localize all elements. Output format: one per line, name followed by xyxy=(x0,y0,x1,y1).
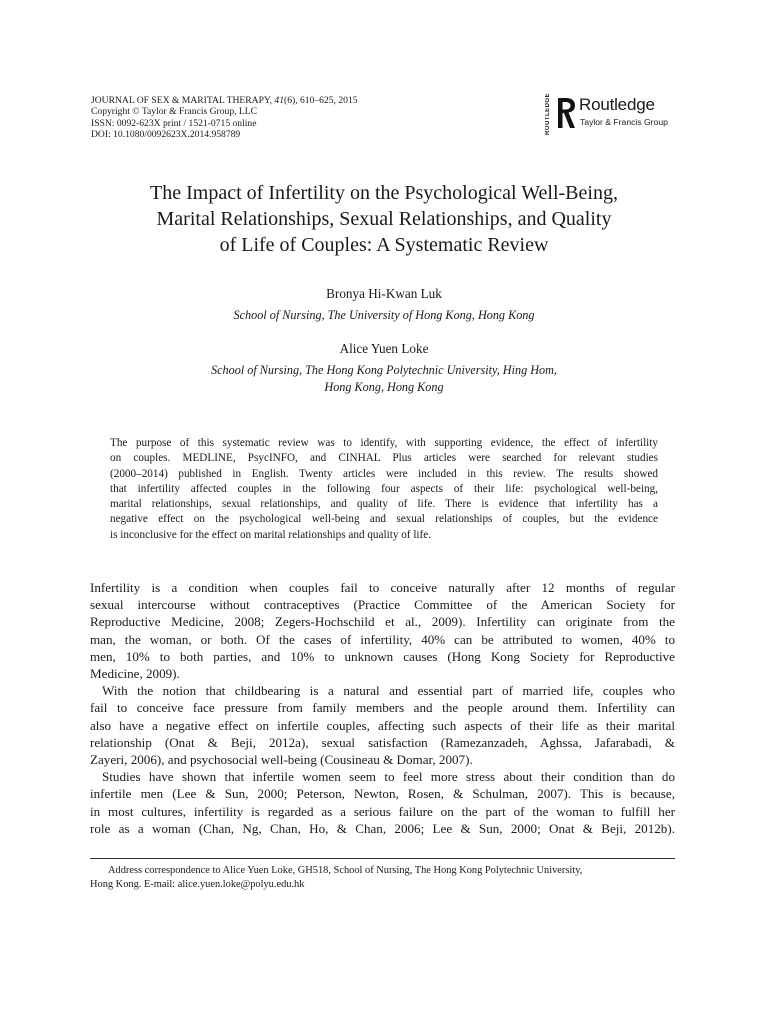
article-title xyxy=(60,180,708,258)
correspondence-footnote xyxy=(90,864,675,892)
journal-name-line xyxy=(91,95,358,106)
footnote-line: Hong Kong. E-mail: alice.yuen.loke@polyu.edu.hk xyxy=(90,879,305,890)
body-line: fail to conceive face pressure from family members and the people around them. Infertility can xyxy=(90,700,675,716)
author-affiliation xyxy=(0,362,768,396)
title-line: Marital Relationships, Sexual Relationships, and Quality xyxy=(156,208,612,230)
affiliation-line: School of Nursing, The University of Hong Kong, Hong Kong xyxy=(233,308,535,322)
body-line: Medicine, 2009). xyxy=(90,666,180,682)
abstract-line: that infertility affected couples in the following four aspects of their life: psychological well-being, xyxy=(110,482,658,495)
abstract-line: on couples. MEDLINE, PsycINFO, and CINHAL Plus articles were searched for relevant studies xyxy=(110,452,658,465)
title-line: of Life of Couples: A Systematic Review xyxy=(219,234,549,256)
journal-issue-pages: (6), 610–625, 2015 xyxy=(284,95,358,106)
routledge-logo xyxy=(545,92,685,135)
abstract-line: (2000–2014) published in English. Twenty articles were included in this review. The results showed xyxy=(110,467,658,480)
body-line: infertile men (Lee & Sun, 2000; Peterson, Newton, Rosen, & Schulman, 2007). This is because, xyxy=(90,786,675,802)
body-line: man, the woman, or both. Of the cases of infertility, 40% can be attributed to women, 40% to xyxy=(90,631,675,647)
body-line: role as a woman (Chan, Ng, Chan, Ho, & Chan, 2006; Lee & Sun, 2000; Onat & Beji, 2012b). xyxy=(90,820,675,836)
abstract-line: The purpose of this systematic review was to identify, with supporting evidence, the effect of infertility xyxy=(110,437,658,449)
abstract-line: marital relationships, sexual relationships, and quality of life. There is evidence that infertility has a xyxy=(110,498,658,511)
affiliation-line: School of Nursing, The Hong Kong Polytechnic University, Hing Hom, xyxy=(211,363,557,377)
body-line: With the notion that childbearing is a natural and essential part of married life, couples who xyxy=(102,683,675,699)
routledge-r-icon xyxy=(555,96,577,130)
publisher-group: Taylor & Francis Group xyxy=(580,117,668,127)
journal-volume: 41 xyxy=(274,95,284,106)
author-name: Alice Yuen Loke xyxy=(339,341,429,356)
body-line: Zayeri, 2006), and psychosocial well-being (Cousineau & Domar, 2007). xyxy=(90,752,473,768)
body-line: Reproductive Medicine, 2008; Zegers-Hochschild et al., 2009). Infertility can originate from the xyxy=(90,614,675,630)
affiliation-line: Hong Kong, Hong Kong xyxy=(324,380,444,394)
title-line: The Impact of Infertility on the Psychological Well-Being, xyxy=(150,182,618,204)
logo-vertical-text: ROUTLEDGE xyxy=(545,92,551,135)
copyright-line: Copyright © Taylor & Francis Group, LLC xyxy=(91,106,258,118)
body-line: also have a negative effect on infertile couples, affecting such aspects of their life as their marital xyxy=(90,717,675,733)
journal-name: JOURNAL OF SEX & MARITAL THERAPY, xyxy=(91,95,275,106)
abstract-line: is inconclusive for the effect on marital relationships and quality of life. xyxy=(110,528,432,541)
body-line: in most cultures, infertility is regarded as a serious failure on the part of the woman to fulfill her xyxy=(90,803,675,819)
body-text xyxy=(90,579,675,837)
footnote-line: Address correspondence to Alice Yuen Loke, GH518, School of Nursing, The Hong Kong Polytechnic University, xyxy=(108,865,583,876)
abstract xyxy=(110,436,658,543)
doi-line: DOI: 10.1080/0092623X.2014.958789 xyxy=(91,129,241,141)
body-line: sexual intercourse without contraceptives (Practice Committee of the American Society for xyxy=(90,597,675,613)
footnote-divider xyxy=(90,858,675,859)
author-affiliation xyxy=(0,307,768,324)
body-line: relationship (Onat & Beji, 2012a), sexual satisfaction (Ramezanzadeh, Aghssa, Jafarabadi, & xyxy=(90,734,675,750)
publisher-name: Routledge xyxy=(579,95,655,114)
author-name: Bronya Hi-Kwan Luk xyxy=(326,286,442,301)
abstract-line: negative effect on the psychological well-being and sexual relationships of couples, but the evidence xyxy=(110,513,658,526)
body-line: Infertility is a condition when couples fail to conceive naturally after 12 months of regular xyxy=(90,580,675,595)
body-line: men, 10% to both parties, and 10% to unknown causes (Hong Kong Society for Reproductive xyxy=(90,648,675,664)
body-line: Studies have shown that infertile women seem to feel more stress about their condition than do xyxy=(102,769,675,785)
issn-line: ISSN: 0092-623X print / 1521-0715 online xyxy=(91,117,257,129)
journal-citation xyxy=(91,95,358,141)
